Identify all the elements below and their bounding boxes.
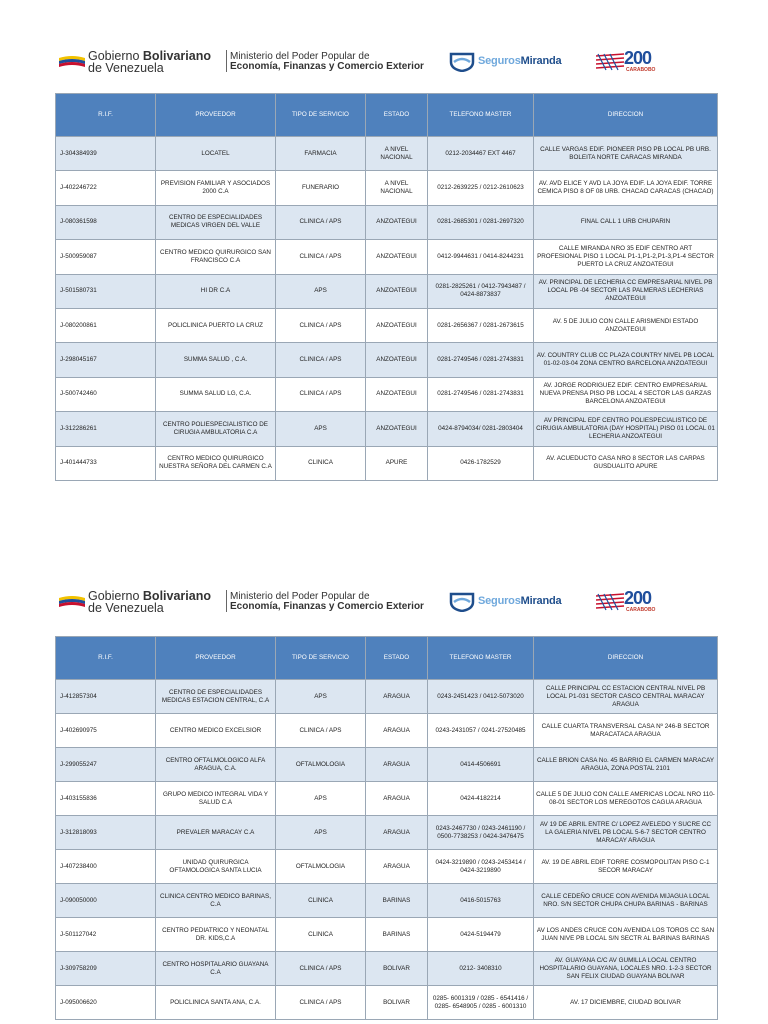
table-row: [56, 748, 718, 782]
cell-proveedor: GRUPO MEDICO INTEGRAL VIDA Y SALUD C.A: [156, 782, 276, 816]
cell-estado: BARINAS: [366, 884, 428, 918]
venezuela-flag-icon: [58, 594, 86, 610]
cell-telefono: 0424-3219890 / 0243-2453414 / 0424-3219890: [428, 850, 534, 884]
cell-proveedor: PREVALER MARACAY C.A: [156, 816, 276, 850]
cell-telefono: 0281-2749546 / 0281-2743831: [428, 343, 534, 377]
cell-direccion: CALLE CUARTA TRANSVERSAL CASA Nº 246-B SECTOR MARACATACA ARAGUA: [534, 714, 718, 748]
cell-rif: J-500959087: [56, 240, 156, 274]
cell-estado: ARAGUA: [366, 850, 428, 884]
cell-estado: ANZOATEGUI: [366, 274, 428, 308]
cell-rif: J-401444733: [56, 446, 156, 480]
cell-proveedor: UNIDAD QUIRURGICA OFTAMOLOGICA SANTA LUCIA: [156, 850, 276, 884]
cell-estado: A NIVEL NACIONAL: [366, 171, 428, 205]
bicentenario-subtext: CARABOBO: [626, 607, 656, 613]
cell-telefono: 0424-5194479: [428, 918, 534, 952]
cell-direccion: AV LOS ANDES CRUCE CON AVENIDA LOS TOROS CC SAN JUAN NIVE PB LOCAL S/N SECTR AL BARINAS BARINAS: [534, 918, 718, 952]
bicentenario-number: 200: [624, 588, 652, 608]
cell-proveedor: CENTRO PEDIATRICO Y NEONATAL DR. KIDS,C.A: [156, 918, 276, 952]
cell-direccion: CALLE 5 DE JULIO CON CALLE AMERICAS LOCAL NRO 110-08-01 SECTOR LOS MEREGOTOS CAGUA ARAGUA: [534, 782, 718, 816]
cell-proveedor: LOCATEL: [156, 137, 276, 171]
table-row: [56, 782, 718, 816]
cell-tipo: APS: [276, 680, 366, 714]
providers-table-page-1: [55, 93, 718, 481]
table-row: [56, 240, 718, 274]
table-row: [56, 308, 718, 342]
col-estado: ESTADO: [366, 637, 428, 680]
cell-estado: ARAGUA: [366, 816, 428, 850]
cell-rif: J-403155836: [56, 782, 156, 816]
cell-proveedor: CENTRO MEDICO EXCELSIOR: [156, 714, 276, 748]
bicentenario-logo: [596, 590, 674, 614]
cell-tipo: CLINICA / APS: [276, 240, 366, 274]
cell-proveedor: CENTRO OFTALMOLOGICO ALFA ARAGUA, C.A.: [156, 748, 276, 782]
cell-proveedor: POLICLINICA SANTA ANA, C.A.: [156, 986, 276, 1020]
cell-direccion: AV. JORGE RODRIGUEZ EDIF. CENTRO EMPRESARIAL NUEVA PRENSA PISO PB LOCAL 4 SECTOR LAS GARZAS BARCELONA ANZOATEGUI: [534, 377, 718, 411]
cell-direccion: CALLE CEDEÑO CRUCE CON AVENIDA MIJAGUA LOCAL NRO. S/N SECTOR CHUPA CHUPA BARINAS - BARINAS: [534, 884, 718, 918]
cell-telefono: 0243-2467730 / 0243-2461190 / 0500-7738253 / 0424-3476475: [428, 816, 534, 850]
cell-direccion: AV. 19 DE ABRIL EDIF TORRE COSMOPOLITAN PISO C-1 SECOR MARACAY: [534, 850, 718, 884]
col-proveedor: PROVEEDOR: [156, 94, 276, 137]
seguros-miranda-logo-icon: [448, 50, 476, 72]
cell-estado: ARAGUA: [366, 714, 428, 748]
cell-telefono: 0281-2656367 / 0281-2673615: [428, 308, 534, 342]
ministerio-text: Ministerio del Poder Popular de Economía, Finanzas y Comercio Exterior: [230, 51, 424, 72]
header-banner: [58, 48, 678, 76]
cell-tipo: CLINICA: [276, 918, 366, 952]
table-row: [56, 137, 718, 171]
cell-tipo: CLINICA / APS: [276, 205, 366, 239]
cell-tipo: CLINICA: [276, 884, 366, 918]
cell-estado: ANZOATEGUI: [366, 205, 428, 239]
seguros-miranda-logo-text: SegurosMiranda: [478, 595, 562, 607]
cell-telefono: 0281-2825261 / 0412-7943487 / 0424-8873837: [428, 274, 534, 308]
table-row: [56, 918, 718, 952]
cell-telefono: 0285- 6001319 / 0285 - 6541416 / 0285- 6548905 / 0285 - 6001310: [428, 986, 534, 1020]
table-row: [56, 816, 718, 850]
cell-rif: J-080200861: [56, 308, 156, 342]
cell-proveedor: HI DR C.A: [156, 274, 276, 308]
venezuela-flag-icon: [58, 54, 86, 70]
cell-tipo: APS: [276, 782, 366, 816]
cell-proveedor: CENTRO DE ESPECIALIDADES MEDICAS ESTACION CENTRAL, C.A: [156, 680, 276, 714]
col-rif: R.I.F.: [56, 94, 156, 137]
cell-tipo: APS: [276, 274, 366, 308]
cell-tipo: APS: [276, 412, 366, 446]
col-tipo-servicio: TIPO DE SERVICIO: [276, 637, 366, 680]
table-header-row: [56, 637, 718, 680]
cell-rif: J-312286261: [56, 412, 156, 446]
cell-estado: ANZOATEGUI: [366, 343, 428, 377]
bicentenario-stripes-icon: [596, 50, 626, 74]
cell-rif: J-309758209: [56, 952, 156, 986]
cell-tipo: OFTALMOLOGIA: [276, 748, 366, 782]
bicentenario-number: 200: [624, 48, 652, 68]
table-row: [56, 850, 718, 884]
cell-proveedor: CLINICA CENTRO MEDICO BARINAS, C.A: [156, 884, 276, 918]
cell-tipo: CLINICA / APS: [276, 343, 366, 377]
cell-rif: J-501580731: [56, 274, 156, 308]
seguros-miranda-logo-icon: [448, 590, 476, 612]
table-row: [56, 952, 718, 986]
document-page-2: [0, 540, 768, 1024]
cell-tipo: CLINICA / APS: [276, 986, 366, 1020]
cell-proveedor: CENTRO MEDICO QUIRURGICO NUESTRA SEÑORA DEL CARMEN C.A: [156, 446, 276, 480]
cell-rif: J-501127042: [56, 918, 156, 952]
cell-rif: J-402690975: [56, 714, 156, 748]
cell-direccion: AV. 17 DICIEMBRE, CIUDAD BOLIVAR: [534, 986, 718, 1020]
cell-proveedor: PREVISION FAMILIAR Y ASOCIADOS 2000 C.A: [156, 171, 276, 205]
table-row: [56, 714, 718, 748]
cell-direccion: AV. ACUEDUCTO CASA NRO 8 SECTOR LAS CARPAS GUSDUALITO APURE: [534, 446, 718, 480]
cell-tipo: FARMACIA: [276, 137, 366, 171]
cell-direccion: AV. 5 DE JULIO CON CALLE ARISMENDI ESTADO ANZOATEGUI: [534, 308, 718, 342]
cell-tipo: CLINICA / APS: [276, 377, 366, 411]
col-direccion: DIRECCION: [534, 94, 718, 137]
bicentenario-logo: [596, 50, 674, 74]
table-row: [56, 343, 718, 377]
cell-proveedor: SUMMA SALUD , C.A.: [156, 343, 276, 377]
cell-telefono: 0414-4506691: [428, 748, 534, 782]
cell-estado: BOLIVAR: [366, 986, 428, 1020]
gobierno-logo-text: Gobierno Bolivariano de Venezuela: [88, 49, 211, 75]
cell-telefono: 0416-5015763: [428, 884, 534, 918]
cell-rif: J-299055247: [56, 748, 156, 782]
cell-rif: J-298045167: [56, 343, 156, 377]
cell-estado: ARAGUA: [366, 680, 428, 714]
cell-telefono: 0243-2431057 / 0241-27520485: [428, 714, 534, 748]
table-row: [56, 171, 718, 205]
cell-telefono: 0424-4182214: [428, 782, 534, 816]
cell-telefono: 0212-2034467 EXT 4467: [428, 137, 534, 171]
cell-telefono: 0212- 3408310: [428, 952, 534, 986]
cell-telefono: 0281-2749546 / 0281-2743831: [428, 377, 534, 411]
col-estado: ESTADO: [366, 94, 428, 137]
cell-telefono: 0281-2685301 / 0281-2697320: [428, 205, 534, 239]
header-banner: [58, 588, 678, 616]
col-telefono: TELEFONO MASTER: [428, 94, 534, 137]
cell-direccion: AV. AVD ELICE Y AVD LA JOYA EDIF. LA JOYA EDIF. TORRE CEMICA PISO 8 OF 08 URB. CHACAO CARACAS (CHACAO): [534, 171, 718, 205]
cell-estado: ANZOATEGUI: [366, 412, 428, 446]
ministerio-text: Ministerio del Poder Popular de Economía, Finanzas y Comercio Exterior: [230, 591, 424, 612]
cell-proveedor: CENTRO DE ESPECIALIDADES MEDICAS VIRGEN DEL VALLE: [156, 205, 276, 239]
cell-tipo: CLINICA / APS: [276, 714, 366, 748]
table-row: [56, 412, 718, 446]
cell-rif: J-312818093: [56, 816, 156, 850]
cell-direccion: AV. PRINCIPAL DE LECHERIA CC EMPRESARIAL NIVEL PB LOCAL PB -04 SECTOR LAS PALMERAS LECHERIAS ANZOATEGUI: [534, 274, 718, 308]
cell-estado: ANZOATEGUI: [366, 377, 428, 411]
bicentenario-stripes-icon: [596, 590, 626, 614]
cell-telefono: 0212-2639225 / 0212-2610623: [428, 171, 534, 205]
seguros-miranda-logo-text: SegurosMiranda: [478, 55, 562, 67]
cell-tipo: APS: [276, 816, 366, 850]
cell-direccion: AV 19 DE ABRIL ENTRE C/ LOPEZ AVELEDO Y SUCRE CC LA GALERIA NIVEL PB LOCAL 5-6-7 SECTOR CENTRO MARACAY ARAGUA: [534, 816, 718, 850]
cell-estado: APURE: [366, 446, 428, 480]
cell-proveedor: CENTRO HOSPITALARIO GUAYANA C.A: [156, 952, 276, 986]
cell-estado: ANZOATEGUI: [366, 240, 428, 274]
cell-estado: ARAGUA: [366, 748, 428, 782]
cell-tipo: CLINICA / APS: [276, 308, 366, 342]
cell-rif: J-412857304: [56, 680, 156, 714]
table-row: [56, 274, 718, 308]
header-divider: [226, 50, 227, 72]
cell-direccion: CALLE PRINCIPAL CC ESTACION CENTRAL NIVEL PB LOCAL P1-031 SECTOR CASCO CENTRAL MARACAY ARAGUA: [534, 680, 718, 714]
col-rif: R.I.F.: [56, 637, 156, 680]
cell-direccion: CALLE MIRANDA NRO 35 EDIF CENTRO ART PROFESIONAL PISO 1 LOCAL P1-1,P1-2,P1-3,P1-4 SECTOR PUERTO LA CRUZ ANZOATEGUI: [534, 240, 718, 274]
table-row: [56, 377, 718, 411]
col-direccion: DIRECCION: [534, 637, 718, 680]
cell-estado: A NIVEL NACIONAL: [366, 137, 428, 171]
cell-estado: ANZOATEGUI: [366, 308, 428, 342]
cell-telefono: 0243-2451423 / 0412-5073020: [428, 680, 534, 714]
cell-telefono: 0426-1782529: [428, 446, 534, 480]
cell-rif: J-500742460: [56, 377, 156, 411]
cell-direccion: CALLE VARGAS EDIF. PIONEER PISO PB LOCAL PB URB. BOLEITA NORTE CARACAS MIRANDA: [534, 137, 718, 171]
cell-rif: J-407238400: [56, 850, 156, 884]
cell-rif: J-402246722: [56, 171, 156, 205]
cell-estado: BARINAS: [366, 918, 428, 952]
table-row: [56, 986, 718, 1020]
cell-direccion: FINAL CALL 1 URB CHUPARIN: [534, 205, 718, 239]
cell-estado: BOLIVAR: [366, 952, 428, 986]
table-header-row: [56, 94, 718, 137]
providers-table-page-2: [55, 636, 718, 1020]
cell-direccion: AV. GUAYANA C/C AV GUMILLA LOCAL CENTRO HOSPITALARIO GUAYANA, LOCALES NRO. 1-2-3 SECTOR SAN FELIX CIUDAD GUAYANA BOLIVAR: [534, 952, 718, 986]
cell-estado: ARAGUA: [366, 782, 428, 816]
gobierno-logo-text: Gobierno Bolivariano de Venezuela: [88, 589, 211, 615]
table-row: [56, 884, 718, 918]
cell-tipo: FUNERARIO: [276, 171, 366, 205]
cell-rif: J-304384939: [56, 137, 156, 171]
table-row: [56, 680, 718, 714]
cell-proveedor: CENTRO POLIESPECIALISTICO DE CIRUGIA AMBULATORIA C.A: [156, 412, 276, 446]
cell-proveedor: SUMMA SALUD LG, C.A.: [156, 377, 276, 411]
cell-telefono: 0424-8794034/ 0281-2803404: [428, 412, 534, 446]
col-telefono: TELEFONO MASTER: [428, 637, 534, 680]
col-tipo-servicio: TIPO DE SERVICIO: [276, 94, 366, 137]
cell-tipo: CLINICA / APS: [276, 952, 366, 986]
col-proveedor: PROVEEDOR: [156, 637, 276, 680]
cell-rif: J-080361598: [56, 205, 156, 239]
cell-rif: J-090050000: [56, 884, 156, 918]
cell-tipo: CLINICA: [276, 446, 366, 480]
table-row: [56, 446, 718, 480]
header-divider: [226, 590, 227, 612]
cell-direccion: AV PRINCIPAL EDF CENTRO POLIESPECIALISTICO DE CIRUGIA AMBULATORIA (DAY HOSPITAL) PISO 01 LOCAL 01 LECHERIA ANZOATEGUI: [534, 412, 718, 446]
cell-proveedor: CENTRO MEDICO QUIRURGICO SAN FRANCISCO C.A: [156, 240, 276, 274]
cell-telefono: 0412-9944631 / 0414-8244231: [428, 240, 534, 274]
cell-proveedor: POLICLINICA PUERTO LA CRUZ: [156, 308, 276, 342]
cell-tipo: OFTALMOLOGIA: [276, 850, 366, 884]
cell-direccion: CALLE BRION CASA No. 45 BARRIO EL CARMEN MARACAY ARAGUA, ZONA POSTAL 2101: [534, 748, 718, 782]
table-row: [56, 205, 718, 239]
cell-rif: J-095006620: [56, 986, 156, 1020]
cell-direccion: AV. COUNTRY CLUB CC PLAZA COUNTRY NIVEL PB LOCAL 01-02-03-04 ZONA CENTRO BARCELONA ANZOATEGUI: [534, 343, 718, 377]
bicentenario-subtext: CARABOBO: [626, 67, 656, 73]
